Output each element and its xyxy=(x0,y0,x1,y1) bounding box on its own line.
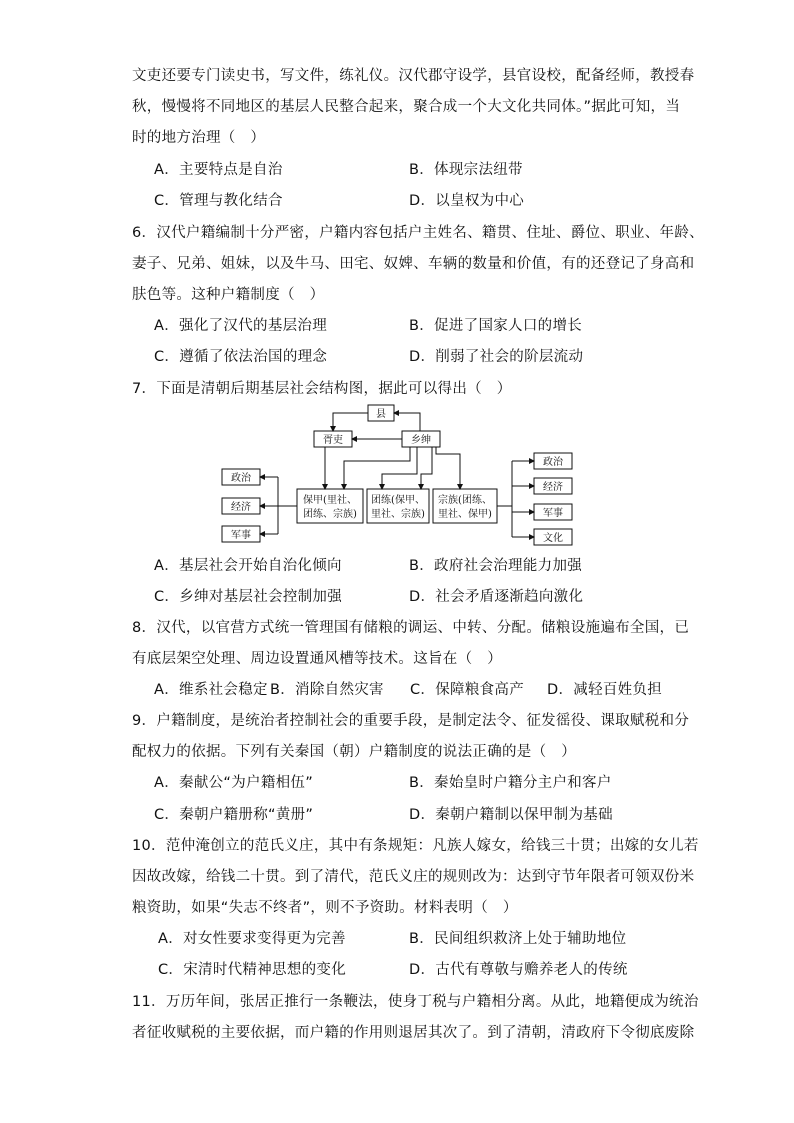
option-c: C．遵循了依法治国的理念 xyxy=(154,349,328,365)
left-military-label: 军事 xyxy=(231,530,251,541)
option-c: C．秦朝户籍册称“黄册” xyxy=(154,807,314,823)
option-a: A．对女性要求变得更为完善 xyxy=(158,931,346,947)
question-8-line: 8．汉代，以官营方式统一管理国有储粮的调运、中转、分配。储粮设施遍布全国，已 xyxy=(132,620,690,636)
question-10-line: 10．范仲淹创立的范氏义庄，其中有条规矩：凡族人嫁女，给钱三十贯；出嫁的女儿若 xyxy=(132,838,699,854)
question-9-line: 9．户籍制度，是统治者控制社会的重要手段，是制定法令、征发徭役、课取赋税和分 xyxy=(132,713,690,729)
paragraph-line: 时的地方治理（ ） xyxy=(132,130,266,146)
option-d: D．以皇权为中心 xyxy=(409,193,525,209)
option-c: C．乡绅对基层社会控制加强 xyxy=(154,589,343,605)
left-politics-label: 政治 xyxy=(231,473,251,484)
option-d: D．古代有尊敬与赡养老人的传统 xyxy=(409,962,628,978)
option-d: D．削弱了社会的阶层流动 xyxy=(409,349,584,365)
clerk-label: 胥吏 xyxy=(323,435,343,446)
option-d: D．社会矛盾逐渐趋向激化 xyxy=(409,589,584,605)
option-c: C．宋清时代精神思想的变化 xyxy=(158,962,347,978)
option-b: B．秦始皇时户籍分主户和客户 xyxy=(409,775,612,791)
question-8-line: 有底层架空处理、周边设置通风槽等技术。这旨在（ ） xyxy=(132,651,502,667)
county-label: 县 xyxy=(376,409,386,420)
right-military-label: 军事 xyxy=(543,508,563,519)
zongzu-label: 里社、保甲) xyxy=(438,509,492,520)
option-d: D．秦朝户籍制以保甲制为基础 xyxy=(409,807,613,823)
paragraph-line: 秋，慢慢将不同地区的基层人民整合起来，聚合成一个大文化共同体。”据此可知，当 xyxy=(132,99,681,115)
right-economy-label: 经济 xyxy=(543,482,563,493)
option-b: B．体现宗法纽带 xyxy=(409,162,523,178)
option-a: A．强化了汉代的基层治理 xyxy=(154,318,328,334)
option-c: C．管理与教化结合 xyxy=(154,193,283,209)
question-11-line: 11．万历年间，张居正推行一条鞭法，使身丁税与户籍相分离。从此，地籍便成为统治 xyxy=(132,994,699,1010)
option-c: C．保障粮食高产 xyxy=(410,682,525,698)
zongzu-label: 宗族(团练、 xyxy=(438,495,492,506)
option-a: A．维系社会稳定 xyxy=(154,682,268,698)
baojia-label: 团练、宗族) xyxy=(303,509,357,520)
question-10-line: 粮资助，如果“失志不终者”，则不予资助。材料表明（ ） xyxy=(132,900,518,916)
right-culture-label: 文化 xyxy=(543,533,563,544)
tuanlian-label: 团练(保甲、 xyxy=(371,495,425,506)
question-9-line: 配权力的依据。下列有关秦国（朝）户籍制度的说法正确的是（ ） xyxy=(132,744,576,760)
option-a: A．基层社会开始自治化倾向 xyxy=(154,558,342,574)
question-10-line: 因故改嫁，给钱二十贯。到了清代，范氏义庄的规则改为：达到守节年限者可领双份米 xyxy=(132,869,695,885)
option-a: A．秦献公“为户籍相伍” xyxy=(154,775,314,791)
option-b: B．民间组织救济上处于辅助地位 xyxy=(409,931,627,947)
baojia-label: 保甲(里社、 xyxy=(303,495,357,506)
option-b: B．消除自然灾害 xyxy=(270,682,384,698)
option-d: D．减轻百姓负担 xyxy=(547,682,663,698)
question-7-line: 7．下面是清朝后期基层社会结构图，据此可以得出（ ） xyxy=(132,381,512,397)
option-b: B．政府社会治理能力加强 xyxy=(409,558,583,574)
left-economy-label: 经济 xyxy=(231,502,251,513)
social-structure-diagram xyxy=(0,402,794,552)
question-11-line: 者征收赋税的主要依据，而户籍的作用则退居其次了。到了清朝，清政府下令彻底废除 xyxy=(132,1025,695,1041)
tuanlian-label: 里社、宗族) xyxy=(371,509,425,520)
right-politics-label: 政治 xyxy=(543,457,563,468)
paragraph-line: 文吏还要专门读史书，写文件，练礼仪。汉代郡守设学，县官设校，配备经师，教授春 xyxy=(132,68,695,84)
gentry-label: 乡绅 xyxy=(411,435,431,446)
question-6-line: 6．汉代户籍编制十分严密，户籍内容包括户主姓名、籍贯、住址、爵位、职业、年龄、 xyxy=(132,225,704,241)
option-b: B．促进了国家人口的增长 xyxy=(409,318,583,334)
option-a: A．主要特点是自治 xyxy=(154,162,283,178)
question-6-line: 肤色等。这种户籍制度（ ） xyxy=(132,287,325,303)
question-6-line: 妻子、兄弟、姐妹，以及牛马、田宅、奴婢、车辆的数量和价值，有的还登记了身高和 xyxy=(132,256,695,272)
